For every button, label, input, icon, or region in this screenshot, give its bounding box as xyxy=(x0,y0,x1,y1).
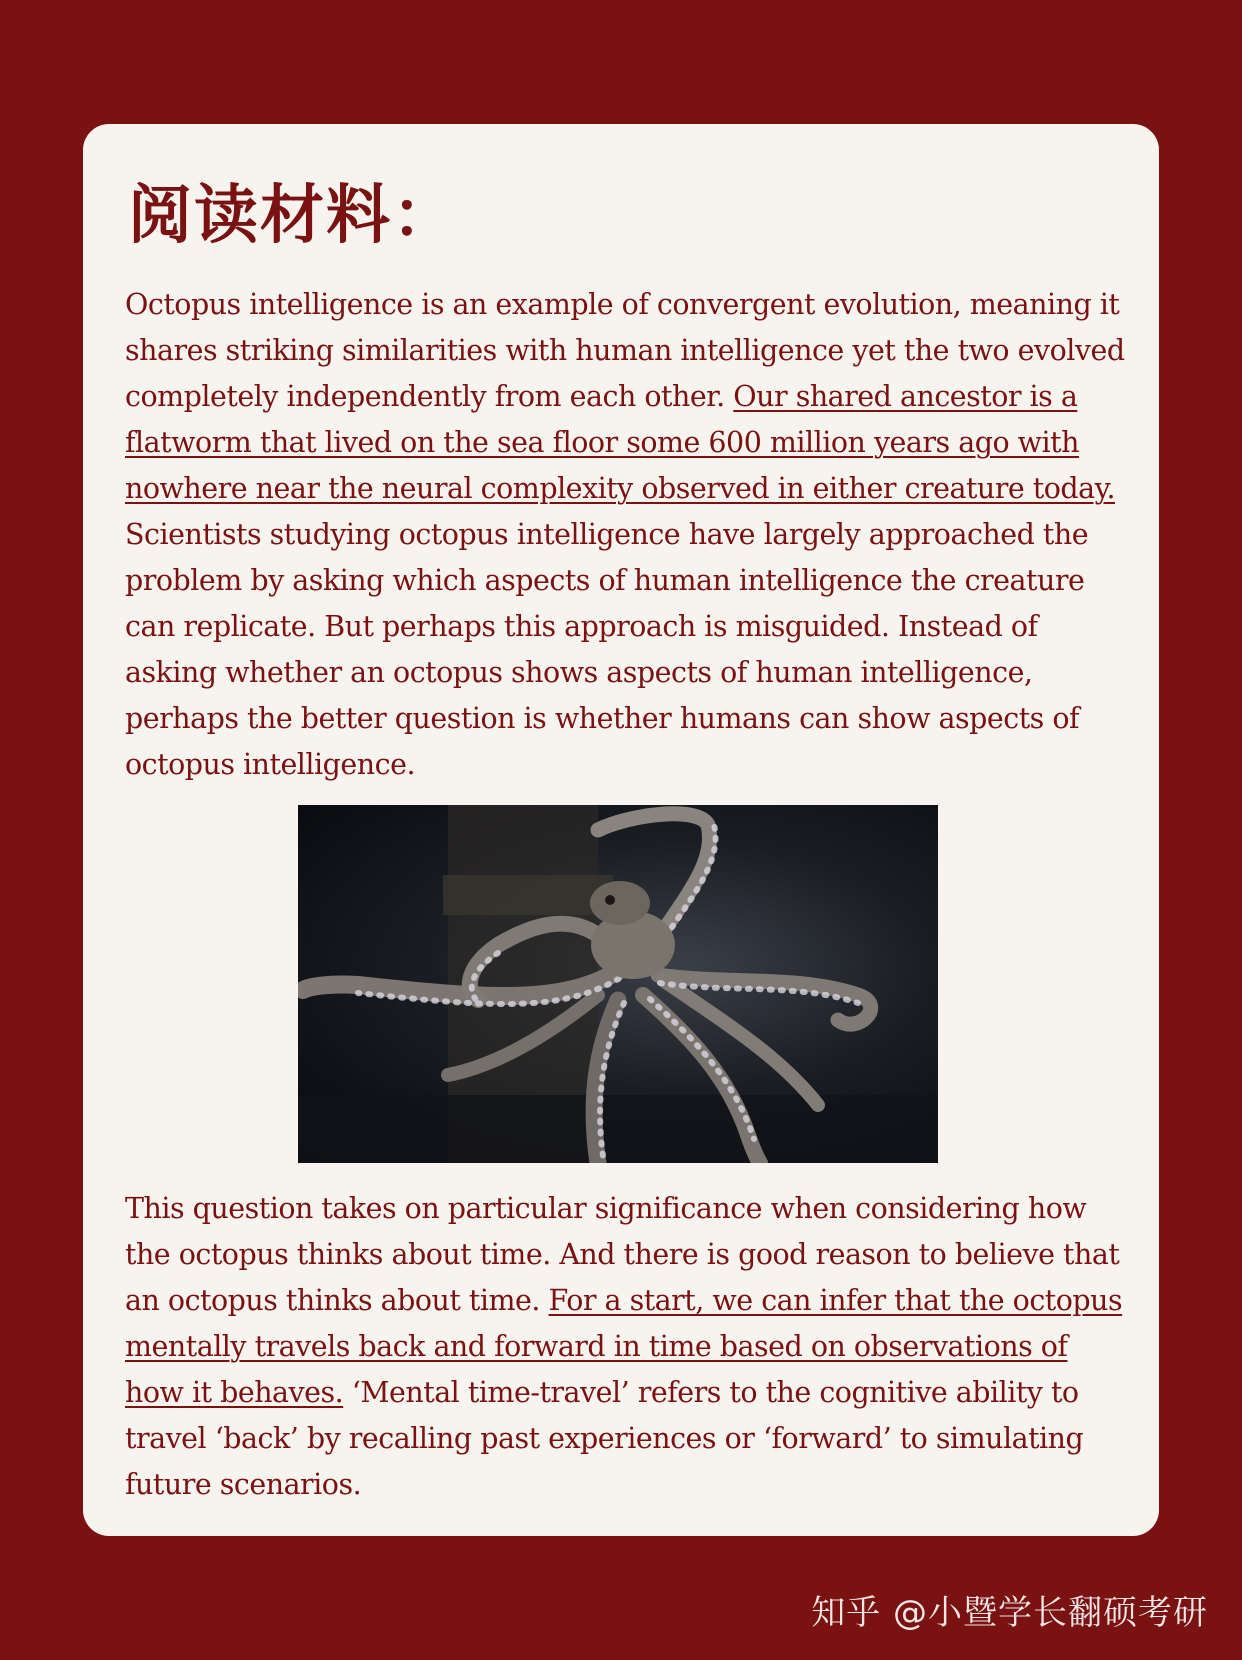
paragraph-2-text-end: ‘Mental time-travel’ refers to the cognitive ability to travel ‘back’ by recalling past experiences or ‘forward’ to simulating future scenarios. xyxy=(125,1376,1084,1501)
watermark: 知乎 @小暨学长翻硕考研 xyxy=(811,1593,1208,1633)
paragraph-1-text-end: Scientists studying octopus intelligence have largely approached the problem by asking which aspects of human intelligence the creature can replicate. But perhaps this approach is misguided. Instead of asking whether an octopus shows aspects of human intelligence, perhaps the better question is whether humans can show aspects of octopus intelligence. xyxy=(125,518,1089,781)
paragraph-2-underlined: For a start, we can infer that the octopus mentally travels back and forward in time based on observations of how it behaves. xyxy=(125,1284,1123,1409)
paragraph-1-text: Octopus intelligence is an example of convergent evolution, meaning it shares striking similarities with human intelligence yet the two evolved completely independently from each other. xyxy=(125,288,1125,413)
paragraph-2-text: This question takes on particular significance when considering how the octopus thinks about time. And there is good reason to believe that an octopus thinks about time. xyxy=(125,1192,1120,1317)
page-title: 阅读材料： xyxy=(128,179,458,253)
paragraph-1 xyxy=(125,282,1125,788)
paragraph-1-underlined: Our shared ancestor is a flatworm that lived on the sea floor some 600 million years ago with nowhere near the neural complexity observed in either creature today. xyxy=(125,380,1116,505)
reading-card xyxy=(83,124,1159,1536)
octopus-illustration xyxy=(298,805,938,1163)
paragraph-2 xyxy=(125,1186,1125,1508)
octopus-photo xyxy=(298,805,938,1163)
